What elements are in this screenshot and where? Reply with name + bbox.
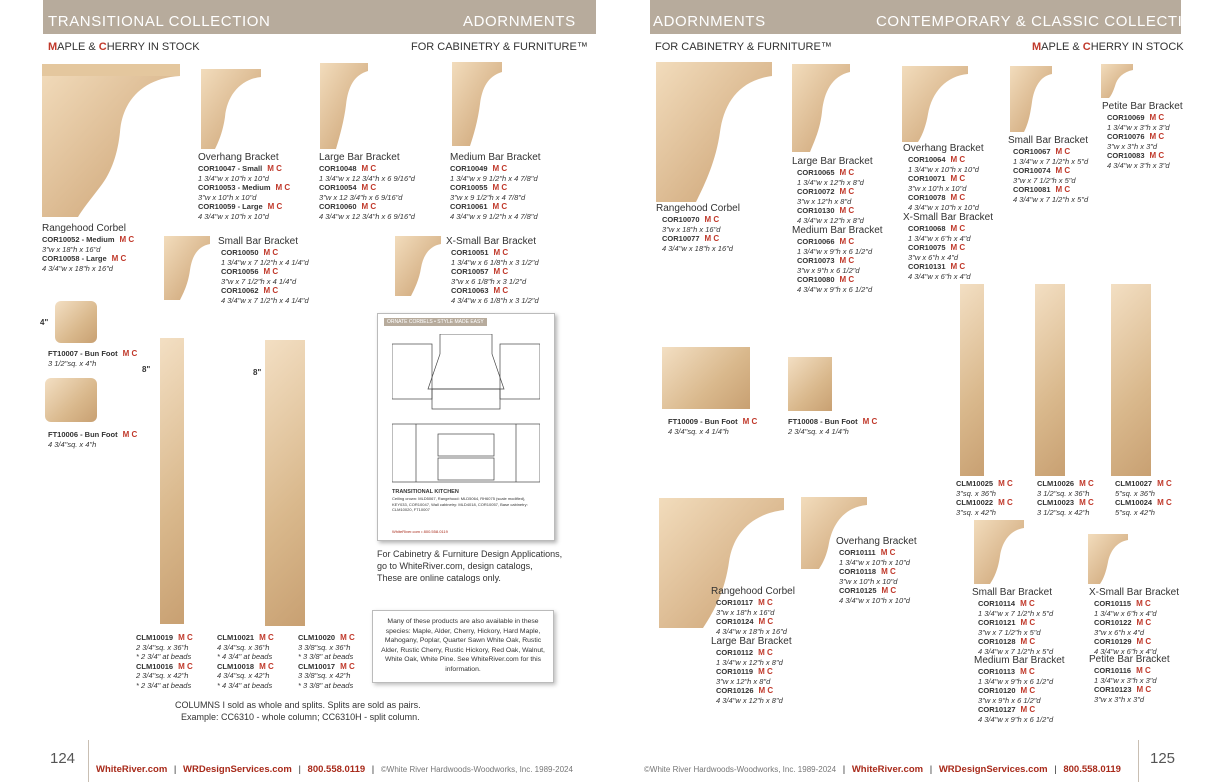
product-block-bun-foot: FT10008 - Bun Foot M C 2 3/4"sq. x 4 1/4"h — [788, 417, 878, 436]
product-block-column: CLM10019 M C 2 3/4"sq. x 36"h * 2 3/4" at beads CLM10016 M C 2 3/4"sq. x 42"h * 2 3/4" at beads — [136, 633, 193, 690]
left-header-band — [43, 0, 596, 34]
right-adornments-title: ADORNMENTS — [653, 13, 766, 30]
product-block-large-bar-bracket: Large Bar Bracket COR10065 M C 1 3/4"w x 12"h x 8"d COR10072 M C 3"w x 12"h x 8"d COR10130 M C 4 3/4"w x 12"h x 8"d — [792, 156, 873, 225]
product-block-medium-bar-bracket: Medium Bar Bracket COR10066 M C 1 3/4"w x 9"h x 6 1/2"d COR10073 M C 3"w x 9"h x 6 1/2"d COR10080 M C 4 3/4"w x 9"h x 6 1/2"d — [792, 225, 883, 294]
product-block-column: CLM10021 M C 4 3/4"sq. x 36"h * 4 3/4" at beads CLM10018 M C 4 3/4"sq. x 42"h * 4 3/4" at beads — [217, 633, 274, 690]
footer-divider — [88, 740, 89, 782]
right-page-number: 125 — [1150, 750, 1176, 767]
product-block-small-bar-bracket: Small Bar Bracket COR10114 M C 1 3/4"w x 7 1/2"h x 5"d COR10121 M C 3"w x 7 1/2"h x 5"d COR10128 M C 4 3/4"w x 7 1/2"h x 5"d — [972, 587, 1054, 656]
kitchen-drawing — [392, 334, 540, 484]
product-block-medium-bar-bracket: Medium Bar Bracket COR10049 M C 1 3/4"w x 9 1/2"h x 4 7/8"d COR10055 M C 3"w x 9 1/2"h x 4 7/8"d COR10061 M C 4 3/4"w x 9 1/2"h x 4 7/8"d — [450, 152, 541, 221]
product-block-overhang-bracket: Overhang Bracket COR10111 M C 1 3/4"w x 10"h x 10"d COR10118 M C 3"w x 10"h x 10"d COR10125 M C 4 3/4"w x 10"h x 10"d — [836, 536, 917, 605]
product-block-medium-bar-bracket: Medium Bar Bracket COR10113 M C 1 3/4"w x 9"h x 6 1/2"d COR10120 M C 3"w x 9"h x 6 1/2"d COR10127 M C 4 3/4"w x 9"h x 6 1/2"d — [974, 655, 1065, 724]
product-block-petite-bar-bracket: Petite Bar Bracket COR10116 M C 1 3/4"w x 3"h x 3"d COR10123 M C 3"w x 3"h x 3"d — [1089, 654, 1170, 704]
right-stock-label: MAPLE & CHERRY IN STOCK — [1032, 41, 1184, 53]
column-dimension: 8" — [142, 365, 151, 374]
left-adornments-title: ADORNMENTS — [463, 13, 576, 30]
product-block-bun-foot: FT10007 - Bun Foot M C 3 1/2"sq. x 4"h — [48, 349, 138, 368]
product-block-rangehood-corbel: Rangehood Corbel COR10070 M C 3"w x 18"h x 16"d COR10077 M C 4 3/4"w x 18"h x 16"d — [656, 203, 740, 253]
petite-bar-bracket-image — [1101, 64, 1133, 98]
column-image — [1035, 284, 1065, 476]
copyright: ©White River Hardwoods-Woodworks, Inc. 1989-2024 — [644, 765, 837, 774]
product-block-petite-bar-bracket: Petite Bar Bracket COR10069 M C 1 3/4"w x 3"h x 3"d COR10076 M C 3"w x 3"h x 3"d COR10083 M C 4 3/4"w x 3"h x 3"d — [1102, 101, 1183, 170]
left-cabinetry-sub: FOR CABINETRY & FURNITURE™ — [411, 41, 588, 53]
product-block-small-bar-bracket: Small Bar Bracket COR10050 M C 1 3/4"w x 7 1/2"h x 4 1/4"d COR10056 M C 3"w x 7 1/2"h x 4 1/4"d COR10062 M C 4 3/4"w x 7 1/2"h x 4 1/4"d — [218, 236, 309, 305]
product-block-small-bar-bracket: Small Bar Bracket COR10067 M C 1 3/4"w x 7 1/2"h x 5"d COR10074 M C 3"w x 7 1/2"h x 5"d COR10081 M C 4 3/4"w x 7 1/2"h x 5"d — [1008, 135, 1089, 204]
product-block-column: CLM10027 M C 5"sq. x 36"h CLM10024 M C 5"sq. x 42"h — [1115, 479, 1172, 517]
right-footer: ©White River Hardwoods-Woodworks, Inc. 1989-2024 | WhiteRiver.com | WRDesignServices.com | 800.558.0119 — [644, 764, 1121, 775]
right-header-band — [650, 0, 1207, 34]
overhang-bracket-image — [201, 69, 261, 149]
copyright: ©White River Hardwoods-Woodworks, Inc. 1989-2024 — [380, 765, 573, 774]
catalog-footer: WhiteRiver.com • 800.558.0119 — [392, 529, 448, 534]
column-image — [160, 338, 184, 624]
small-bar-bracket-image — [1010, 66, 1052, 132]
product-block-overhang-bracket: Overhang Bracket COR10047 - Small M C 1 3/4"w x 10"h x 10"d COR10053 - Medium M C 3"w x 10"h x 10"d COR10059 - Large M C 4 3/4"w x 10"h x 10"d — [198, 152, 291, 221]
website-link[interactable]: WhiteRiver.com — [851, 764, 924, 775]
xsmall-bar-bracket-image — [395, 236, 441, 296]
product-block-column: CLM10025 M C 3"sq. x 36"h CLM10022 M C 3"sq. x 42"h — [956, 479, 1013, 517]
medium-bar-bracket-image — [452, 62, 502, 146]
design-services-link[interactable]: WRDesignServices.com — [938, 764, 1048, 775]
rangehood-corbel-image — [42, 62, 180, 217]
column-image — [1111, 284, 1151, 476]
product-block-xsmall-bar-bracket: X-Small Bar Bracket COR10051 M C 1 3/4"w x 6 1/8"h x 3 1/2"d COR10057 M C 3"w x 6 1/8"h x 3 1/2"d COR10063 M C 4 3/4"w x 6 1/8"h x 3 1/2"d — [446, 236, 539, 305]
bun-foot-image — [55, 301, 97, 343]
product-block-column: CLM10020 M C 3 3/8"sq. x 36"h * 3 3/8" at beads CLM10017 M C 3 3/8"sq. x 42"h * 3 3/8" at beads — [298, 633, 355, 690]
product-block-xsmall-bar-bracket: X-Small Bar Bracket COR10068 M C 1 3/4"w x 6"h x 4"d COR10075 M C 3"w x 6"h x 4"d COR10131 M C 4 3/4"w x 6"h x 4"d — [903, 212, 994, 281]
right-collection-title: CONTEMPORARY & CLASSIC COLLECTION — [876, 13, 1207, 30]
design-services-link[interactable]: WRDesignServices.com — [183, 764, 292, 775]
small-bar-bracket-image — [164, 236, 210, 300]
online-catalog-note: For Cabinetry & Furniture Design Applications, go to WhiteRiver.com, design catalogs, These are online catalogs only. — [377, 549, 563, 583]
catalog-thumbnail[interactable] — [377, 313, 555, 541]
column-dimension: 8" — [253, 368, 262, 377]
product-block-large-bar-bracket: Large Bar Bracket COR10048 M C 1 3/4"w x 12 3/4"h x 6 9/16"d COR10054 M C 3"w x 12 3/4"h x 6 9/16"d COR10060 M C 4 3/4"w x 12 3/4"h x 6 9/16"d — [319, 152, 415, 221]
column-image — [265, 340, 305, 626]
phone-number: 800.558.0119 — [1063, 764, 1121, 775]
product-block-xsmall-bar-bracket: X-Small Bar Bracket COR10115 M C 1 3/4"w x 6"h x 4"d COR10122 M C 3"w x 6"h x 4"d COR10129 M C 4 3/4"w x 6"h x 4"d — [1089, 587, 1180, 656]
footer-divider — [1138, 740, 1139, 782]
column-image — [960, 284, 984, 476]
website-link[interactable]: WhiteRiver.com — [96, 764, 168, 775]
left-stock-label: MAPLE & CHERRY IN STOCK — [48, 41, 200, 53]
right-cabinetry-sub: FOR CABINETRY & FURNITURE™ — [655, 41, 832, 53]
catalog-caption: Ceiling crown: MLD5067, Rangehood: MLD5064, RH6075 (scale modified), KEY033, COR10047, Wall cabinetry: MLD4018, COR10057, Base cabinetry: CLM10020, FT10007 — [392, 496, 528, 512]
xsmall-bar-bracket-image — [1088, 534, 1128, 584]
phone-number: 800.558.0119 — [307, 764, 366, 775]
product-block-overhang-bracket: Overhang Bracket COR10064 M C 1 3/4"w x 10"h x 10"d COR10071 M C 3"w x 10"h x 10"d COR10078 M C 4 3/4"w x 10"h x 10"d — [903, 143, 984, 212]
product-block-bun-foot: FT10009 - Bun Foot M C 4 3/4"sq. x 4 1/4"h — [668, 417, 758, 436]
product-block-large-bar-bracket: Large Bar Bracket COR10112 M C 1 3/4"w x 12"h x 8"d COR10119 M C 3"w x 12"h x 8"d COR10126 M C 4 3/4"w x 12"h x 8"d — [711, 636, 792, 705]
overhang-bracket-image — [902, 66, 968, 142]
small-bar-bracket-image — [974, 520, 1024, 584]
product-block-rangehood-corbel: Rangehood Corbel COR10117 M C 3"w x 18"h x 16"d COR10124 M C 4 3/4"w x 18"h x 16"d — [711, 586, 795, 636]
bun-foot-dimension: 4" — [40, 318, 49, 327]
large-bar-bracket-image — [792, 64, 850, 152]
left-collection-title: TRANSITIONAL COLLECTION — [48, 13, 271, 30]
product-block-column: CLM10026 M C 3 1/2"sq. x 36"h CLM10023 M C 3 1/2"sq. x 42"h — [1037, 479, 1094, 517]
catalog-header: ORNATE CORBELS • STYLE MADE EASY — [384, 318, 487, 326]
species-note: Many of these products are also available in these species: Maple, Alder, Cherry, Hickory, Hard Maple, Mahogany, Poplar, Quarter Sawn White Oak, Rustic Alder, Rustic Cherry, Rustic Hickory, Red Oak, Walnut, White Oak, White Pine. See WhiteRiver.com for this information. — [372, 610, 554, 683]
product-block-bun-foot: FT10006 - Bun Foot M C 4 3/4"sq. x 4"h — [48, 430, 138, 449]
large-bar-bracket-image — [320, 63, 368, 149]
product-block-rangehood-corbel: Rangehood Corbel COR10052 - Medium M C 3"w x 18"h x 16"d COR10058 - Large M C 4 3/4"w x 18"h x 16"d — [42, 223, 135, 273]
rangehood-corbel-image — [656, 62, 772, 202]
bun-foot-image — [662, 347, 750, 409]
columns-note: COLUMNS I sold as whole and splits. Splits are sold as pairs. Example: CC6310 - whole column; CC6310H - split column. — [175, 700, 421, 722]
catalog-caption-title: TRANSITIONAL KITCHEN — [392, 489, 459, 495]
bun-foot-image — [788, 357, 832, 411]
left-page-number: 124 — [50, 750, 76, 767]
left-footer: WhiteRiver.com | WRDesignServices.com | 800.558.0119 | ©White River Hardwoods-Woodworks, Inc. 1989-2024 — [96, 764, 573, 775]
bun-foot-image — [45, 378, 97, 422]
